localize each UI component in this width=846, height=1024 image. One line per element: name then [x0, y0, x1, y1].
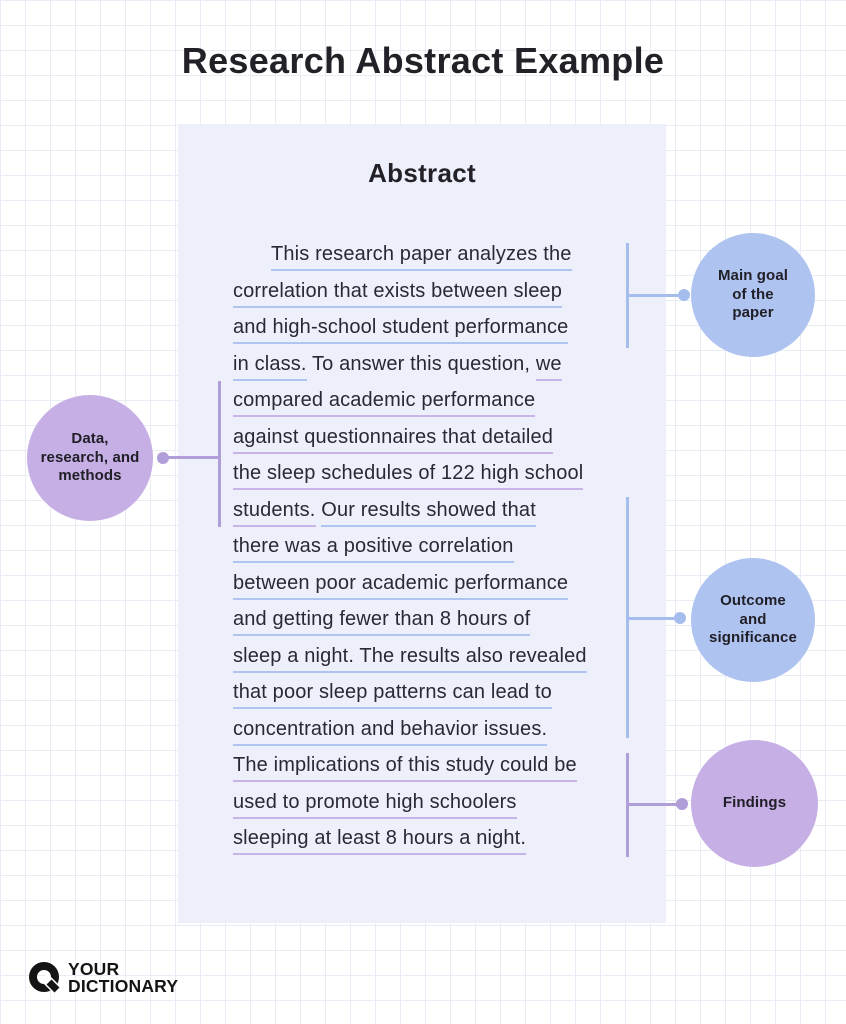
- abstract-text: [233, 236, 633, 857]
- abstract-segment-blue: there was a positive correlation: [233, 535, 514, 563]
- connector-findings-dot: [676, 798, 688, 810]
- abstract-line: [233, 638, 633, 675]
- connector-outcome-dot: [674, 612, 686, 624]
- abstract-segment-blue: correlation that exists between sleep: [233, 280, 562, 308]
- connector-data-methods-horizontal-line: [163, 456, 219, 459]
- abstract-line: [233, 455, 633, 492]
- abstract-heading: Abstract: [368, 158, 476, 188]
- abstract-segment-purple: The implications of this study could be: [233, 754, 577, 782]
- abstract-line: [233, 346, 633, 383]
- abstract-line: [233, 309, 633, 346]
- logo-line-your: YOUR: [68, 959, 120, 980]
- abstract-segment-purple: against questionnaires that detailed: [233, 426, 553, 454]
- callout-findings-label: Findings: [722, 794, 787, 812]
- abstract-line: [233, 273, 633, 310]
- abstract-line: [233, 419, 633, 456]
- abstract-segment-blue: and getting fewer than 8 hours of: [233, 608, 530, 636]
- connector-findings-horizontal-line: [626, 803, 682, 806]
- callout-data-methods-label: Data, research, and methods: [40, 429, 140, 485]
- abstract-line: [233, 565, 633, 602]
- abstract-line: [233, 236, 633, 273]
- abstract-segment-purple: the sleep schedules of 122 high school: [233, 462, 583, 490]
- yourdictionary-logo: [28, 961, 178, 995]
- yourdictionary-wordmark: [68, 961, 178, 994]
- abstract-segment-blue: sleep a night. The results also revealed: [233, 645, 587, 673]
- connector-outcome-horizontal-line: [626, 617, 680, 620]
- callout-outcome: [691, 558, 815, 682]
- abstract-line: [233, 601, 633, 638]
- abstract-line: [233, 711, 633, 748]
- abstract-segment-none: To answer this question,: [306, 352, 536, 375]
- connector-data-methods-vertical-line: [218, 381, 221, 527]
- abstract-segment-blue: in class.: [233, 353, 307, 381]
- abstract-segment-purple: compared academic performance: [233, 389, 535, 417]
- page-title: Research Abstract Example: [181, 40, 665, 81]
- abstract-segment-blue: Our results showed that: [321, 499, 536, 527]
- abstract-segment-blue: and high-school student performance: [233, 316, 568, 344]
- callout-data-methods: [27, 395, 153, 521]
- abstract-segment-purple: used to promote high schoolers: [233, 791, 517, 819]
- abstract-segment-blue: that poor sleep patterns can lead to: [233, 681, 552, 709]
- callout-main-goal: [691, 233, 815, 357]
- abstract-line: [233, 674, 633, 711]
- connector-main-goal-dot: [678, 289, 690, 301]
- abstract-line: [233, 492, 633, 529]
- callout-findings: [691, 740, 818, 867]
- abstract-segment-blue: concentration and behavior issues.: [233, 718, 547, 746]
- abstract-segment-purple: we: [536, 353, 562, 381]
- callout-main-goal-label: Main goal of the paper: [717, 266, 789, 322]
- abstract-line: [233, 784, 633, 821]
- callout-outcome-label: Outcome and significance: [709, 591, 797, 647]
- abstract-line: [233, 528, 633, 565]
- logo-line-dictionary: DICTIONARY: [68, 976, 179, 996]
- abstract-line: [233, 382, 633, 419]
- abstract-segment-purple: students.: [233, 499, 316, 527]
- abstract-line: [233, 747, 633, 784]
- abstract-segment-purple: sleeping at least 8 hours a night.: [233, 827, 526, 855]
- abstract-segment-blue: This research paper analyzes the: [271, 243, 572, 271]
- connector-data-methods-dot: [157, 452, 169, 464]
- abstract-box: [178, 124, 666, 923]
- abstract-segment-blue: between poor academic performance: [233, 572, 568, 600]
- yourdictionary-q-icon: [28, 961, 62, 995]
- abstract-line: [233, 820, 633, 857]
- connector-main-goal-horizontal-line: [626, 294, 682, 297]
